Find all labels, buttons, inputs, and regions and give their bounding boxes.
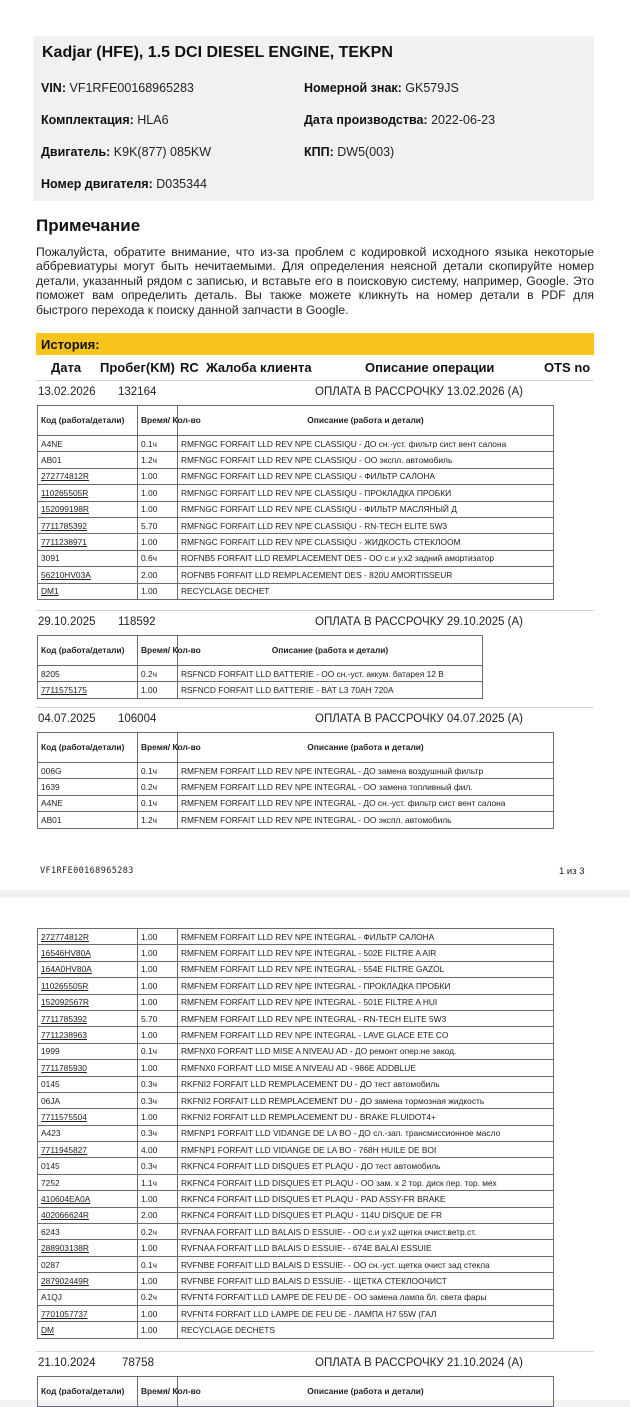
operation-code: 6243: [38, 1224, 138, 1240]
engine-field: Двигатель: K9K(877) 085KW: [41, 145, 212, 159]
part-number-link[interactable]: 7711575175: [38, 682, 138, 698]
table-row: [38, 1174, 554, 1190]
table-row: [38, 550, 554, 566]
description-cell: RVFNAA FORFAIT LLD BALAIS D ESSUIE- - ОО с.и у.х2 щетка очист.ветр.ст.: [178, 1224, 554, 1240]
history-col-rc: RC: [180, 360, 199, 375]
part-number-link[interactable]: 272774812R: [38, 468, 138, 484]
operation-code: A423: [38, 1125, 138, 1141]
description-cell: RMFNP1 FORFAIT LLD VIDANGE DE LA BO - ДО сл.-зап. трансмиссионное масло: [178, 1125, 554, 1141]
part-number-link[interactable]: 152099198R: [38, 501, 138, 517]
visit-operation: ОПЛАТА В РАССРОЧКУ 13.02.2026 (A): [315, 386, 524, 398]
visit-operation: ОПЛАТА В РАССРОЧКУ 21.10.2024 (A): [315, 1357, 524, 1369]
qty-cell: 0.1ч: [138, 1043, 178, 1059]
qty-cell: 1.00: [138, 501, 178, 517]
description-cell: RMFNGC FORFAIT LLD REV NPE CLASSIQU - ОО экспл. автомобиль: [178, 452, 554, 468]
separator: [36, 1351, 594, 1352]
header-code: Код (работа/детали): [38, 636, 138, 666]
history-label: История:: [41, 337, 100, 352]
operation-code: 0145: [38, 1158, 138, 1174]
description-cell: RMFNGC FORFAIT LLD REV NPE CLASSIQU - ПРОКЛАДКА ПРОБКИ: [178, 485, 554, 501]
part-number-link[interactable]: 402066624R: [38, 1207, 138, 1223]
description-cell: RMFNGC FORFAIT LLD REV NPE CLASSIQU - ФИЛЬТР САЛОНА: [178, 468, 554, 484]
table-row: [38, 779, 554, 795]
visit-operation: ОПЛАТА В РАССРОЧКУ 04.07.2025 (A): [315, 713, 524, 725]
engine-number-field: Номер двигателя: D035344: [41, 177, 207, 191]
description-cell: RVFNBE FORFAIT LLD BALAIS D ESSUIE- - ОО сн.-уст. щетка очист зад стекла: [178, 1256, 554, 1272]
description-cell: RMFNEM FORFAIT LLD REV NPE INTEGRAL - ПРОКЛАДКА ПРОБКИ: [178, 978, 554, 994]
visit-date: 21.10.2024: [38, 1357, 96, 1369]
operation-code: 3091: [38, 550, 138, 566]
qty-cell: 1.00: [138, 1027, 178, 1043]
qty-cell: 0.3ч: [138, 1076, 178, 1092]
footer-vin: VF1RFE00168965283: [40, 866, 134, 876]
description-cell: RSFNCD FORFAIT LLD BATTERIE - BAT L3 70AH 720A: [178, 682, 483, 698]
table-row: [38, 1191, 554, 1207]
description-cell: RMFNEM FORFAIT LLD REV NPE INTEGRAL - ДО замена воздушный фильтр: [178, 763, 554, 779]
header-desc: Описание (работа и детали): [178, 406, 554, 436]
part-number-link[interactable]: 287902449R: [38, 1273, 138, 1289]
qty-cell: 1.00: [138, 682, 178, 698]
table-row: [38, 1207, 554, 1223]
description-cell: RVFNBE FORFAIT LLD BALAIS D ESSUIE- - ЩЕТКА СТЕКЛООЧИСТ: [178, 1273, 554, 1289]
description-cell: RKFNC4 FORFAIT LLD DISQUES ET PLAQU - ОО зам. х 2 тор. диск пер. тор. мех: [178, 1174, 554, 1190]
operation-code: 1999: [38, 1043, 138, 1059]
table-row: [38, 763, 554, 779]
gearbox-field: КПП: DW5(003): [304, 145, 395, 159]
qty-cell: 0.2ч: [138, 779, 178, 795]
header-qty: Время/ Кол-во: [138, 406, 178, 436]
qty-cell: 1.00: [138, 945, 178, 961]
table-row: [38, 1027, 554, 1043]
table-row: [38, 1076, 554, 1092]
separator: [36, 707, 594, 708]
description-cell: RMFNGC FORFAIT LLD REV NPE CLASSIQU - ЖИДКОСТЬ СТЕКЛООМ: [178, 534, 554, 550]
header-qty: Время/ Кол-во: [138, 733, 178, 763]
qty-cell: 0.2ч: [138, 1289, 178, 1305]
header-desc: Описание (работа и детали): [178, 733, 554, 763]
description-cell: RKFNI2 FORFAIT LLD REMPLACEMENT DU - ДО замена тормозная жидкость: [178, 1092, 554, 1108]
table-row: [38, 1240, 554, 1256]
qty-cell: 0.1ч: [138, 1256, 178, 1272]
visit-mileage: 106004: [118, 713, 157, 725]
operation-code: AB01: [38, 812, 138, 828]
part-number-link[interactable]: 7711238963: [38, 1027, 138, 1043]
table-row: [38, 567, 554, 583]
table-row: [38, 1273, 554, 1289]
table-row: [38, 994, 554, 1010]
header-qty: Время/ Кол-во: [138, 1377, 178, 1407]
qty-cell: 0.1ч: [138, 763, 178, 779]
visit-mileage: 132164: [118, 386, 157, 398]
description-cell: RMFNEM FORFAIT LLD REV NPE INTEGRAL - LAVE GLACE ETE CO: [178, 1027, 554, 1043]
part-number-link[interactable]: 110265505R: [38, 978, 138, 994]
operation-code: 1639: [38, 779, 138, 795]
table-row: [38, 1322, 554, 1338]
header-desc: Описание (работа и детали): [178, 636, 483, 666]
description-cell: RECYCLAGE DECHETS: [178, 1322, 554, 1338]
description-cell: RMFNEM FORFAIT LLD REV NPE INTEGRAL - 501E FILTRE A HUI: [178, 994, 554, 1010]
part-number-link[interactable]: 288903138R: [38, 1240, 138, 1256]
description-cell: RMFNGC FORFAIT LLD REV NPE CLASSIQU - RN-TECH ELITE 5W3: [178, 517, 554, 533]
table-row: [38, 1158, 554, 1174]
qty-cell: 0.1ч: [138, 436, 178, 452]
qty-cell: 1.00: [138, 1273, 178, 1289]
operation-code: A4NE: [38, 795, 138, 811]
visit-lines-table: [37, 1376, 554, 1407]
qty-cell: 1.00: [138, 1109, 178, 1125]
header-qty: Время/ Кол-во: [138, 636, 178, 666]
table-row: [38, 929, 554, 945]
description-cell: RMFNEM FORFAIT LLD REV NPE INTEGRAL - ОО экспл. автомобиль: [178, 812, 554, 828]
table-row: [38, 1125, 554, 1141]
description-cell: RMFNEM FORFAIT LLD REV NPE INTEGRAL - 502E FILTRE A AIR: [178, 945, 554, 961]
table-row: [38, 1043, 554, 1059]
qty-cell: 0.2ч: [138, 1224, 178, 1240]
part-number-link[interactable]: 410604EA0A: [38, 1191, 138, 1207]
header-desc: Описание (работа и детали): [178, 1377, 554, 1407]
description-cell: RSFNCD FORFAIT LLD BATTERIE - ОО сн.-уст. аккум. батарея 12 В: [178, 666, 483, 682]
table-header-row: [38, 406, 554, 436]
qty-cell: 1.00: [138, 978, 178, 994]
qty-cell: 1.00: [138, 468, 178, 484]
note-text: Пожалуйста, обратите внимание, что из-за проблем с кодировкой исходного языка некоторые аббревиатуры могут быть нечитаемыми. Для определения неясной детали скопируйте номер детали, указанный рядом с записью, и вставьте его в поисковую систему, например, Google. Это поможет вам определить деталь. Вы также можете кликнуть на номер детали в PDF для быстрого перехода к поиску данной запчасти в Google.: [36, 245, 594, 317]
description-cell: RMFNEM FORFAIT LLD REV NPE INTEGRAL - RN-TECH ELITE 5W3: [178, 1010, 554, 1026]
part-number-link[interactable]: DM1: [38, 583, 138, 599]
qty-cell: 1.00: [138, 534, 178, 550]
description-cell: RMFNP1 FORFAIT LLD VIDANGE DE LA BO - 768H HUILE DE BOI: [178, 1142, 554, 1158]
description-cell: RMFNGC FORFAIT LLD REV NPE CLASSIQU - ФИЛЬТР МАСЛЯНЫЙ Д: [178, 501, 554, 517]
description-cell: RKFNI2 FORFAIT LLD REMPLACEMENT DU - BRAKE FLUIDOT4+: [178, 1109, 554, 1125]
qty-cell: 4.00: [138, 1142, 178, 1158]
visit-date: 13.02.2026: [38, 386, 96, 398]
visit-date: 04.07.2025: [38, 713, 96, 725]
visit-mileage: 78758: [122, 1357, 154, 1369]
description-cell: RMFNGC FORFAIT LLD REV NPE CLASSIQU - ДО сн.-уст. фильтр сист вент салона: [178, 436, 554, 452]
qty-cell: 1.00: [138, 929, 178, 945]
description-cell: RMFNEM FORFAIT LLD REV NPE INTEGRAL - ДО сн.-уст. фильтр сист вент салона: [178, 795, 554, 811]
operation-code: 0287: [38, 1256, 138, 1272]
qty-cell: 0.2ч: [138, 666, 178, 682]
part-number-link[interactable]: 7711238971: [38, 534, 138, 550]
qty-cell: 1.2ч: [138, 812, 178, 828]
history-col-date: Дата: [51, 360, 82, 375]
visit-lines-table: [37, 732, 554, 829]
history-bar: [36, 333, 594, 355]
operation-code: A1QJ: [38, 1289, 138, 1305]
operation-code: 006G: [38, 763, 138, 779]
history-col-complaint: Жалоба клиента: [206, 360, 312, 375]
part-number-link[interactable]: 7711945827: [38, 1142, 138, 1158]
table-row: [38, 1060, 554, 1076]
operation-code: 0145: [38, 1076, 138, 1092]
operation-code: 7252: [38, 1174, 138, 1190]
table-row: [38, 452, 554, 468]
description-cell: RMFNEM FORFAIT LLD REV NPE INTEGRAL - 554E FILTRE GAZOL: [178, 961, 554, 977]
qty-cell: 1.00: [138, 1240, 178, 1256]
qty-cell: 5.70: [138, 517, 178, 533]
description-cell: RKFNI2 FORFAIT LLD REMPLACEMENT DU - ДО тест автомобиль: [178, 1076, 554, 1092]
part-number-link[interactable]: 7711785930: [38, 1060, 138, 1076]
part-number-link[interactable]: 7701057737: [38, 1305, 138, 1321]
description-cell: RMFNX0 FORFAIT LLD MISE A NIVEAU AD - ДО ремонт опер.не закод.: [178, 1043, 554, 1059]
qty-cell: 0.3ч: [138, 1125, 178, 1141]
part-number-link[interactable]: 164A0HV80A: [38, 961, 138, 977]
part-number-link[interactable]: 272774812R: [38, 929, 138, 945]
table-header-row: [38, 1377, 554, 1407]
table-row: [38, 468, 554, 484]
table-row: [38, 1289, 554, 1305]
vehicle-title: Kadjar (HFE), 1.5 DCI DIESEL ENGINE, TEKPN: [42, 44, 393, 61]
part-number-link[interactable]: 56210HV03A: [38, 567, 138, 583]
qty-cell: 1.2ч: [138, 452, 178, 468]
part-number-link[interactable]: DM: [38, 1322, 138, 1338]
document-page-2: [0, 898, 630, 1400]
history-col-operation: Описание операции: [365, 360, 495, 375]
note-heading: Примечание: [36, 216, 141, 235]
table-row: [38, 812, 554, 828]
footer-page-number: 1 из 3: [559, 866, 585, 877]
history-col-mileage: Пробег(KM): [100, 360, 175, 375]
header-code: Код (работа/детали): [38, 1377, 138, 1407]
separator: [36, 610, 594, 611]
table-row: [38, 666, 483, 682]
description-cell: RVFNT4 FORFAIT LLD LAMPE DE FEU DE - ЛАМПА H7 55W (ГАЛ: [178, 1305, 554, 1321]
description-cell: RKFNC4 FORFAIT LLD DISQUES ET PLAQU - ДО тест автомобиль: [178, 1158, 554, 1174]
qty-cell: 5.70: [138, 1010, 178, 1026]
operation-code: 8205: [38, 666, 138, 682]
table-row: [38, 1092, 554, 1108]
description-cell: RMFNEM FORFAIT LLD REV NPE INTEGRAL - ФИЛЬТР САЛОНА: [178, 929, 554, 945]
table-row: [38, 534, 554, 550]
part-number-link[interactable]: 110265505R: [38, 485, 138, 501]
header-code: Код (работа/детали): [38, 733, 138, 763]
table-row: [38, 436, 554, 452]
table-row: [38, 1305, 554, 1321]
separator: [36, 380, 594, 381]
table-row: [38, 517, 554, 533]
table-row: [38, 1142, 554, 1158]
table-row: [38, 1109, 554, 1125]
part-number-link[interactable]: 16546HV80A: [38, 945, 138, 961]
description-cell: RVFNT4 FORFAIT LLD LAMPE DE FEU DE - ОО замена лампа бл. света фары: [178, 1289, 554, 1305]
qty-cell: 0.6ч: [138, 550, 178, 566]
qty-cell: 2.00: [138, 567, 178, 583]
production-date-field: Дата производства: 2022-06-23: [304, 113, 496, 127]
part-number-link[interactable]: 7711785392: [38, 1010, 138, 1026]
table-row: [38, 795, 554, 811]
description-cell: ROFNB5 FORFAIT LLD REMPLACEMENT DES - ОО с.и у.х2 задний амортизатор: [178, 550, 554, 566]
qty-cell: 0.1ч: [138, 795, 178, 811]
qty-cell: 1.00: [138, 961, 178, 977]
visit-lines-table: [37, 405, 554, 600]
description-cell: RMFNEM FORFAIT LLD REV NPE INTEGRAL - ОО замена топливный фил.: [178, 779, 554, 795]
visit-date: 29.10.2025: [38, 616, 96, 628]
operation-code: 06JA: [38, 1092, 138, 1108]
table-header-row: [38, 733, 554, 763]
table-row: [38, 682, 483, 698]
history-col-ots: OTS no: [544, 360, 591, 375]
qty-cell: 1.00: [138, 583, 178, 599]
qty-cell: 2.00: [138, 1207, 178, 1223]
table-row: [38, 945, 554, 961]
vin-field: VIN: VF1RFE00168965283: [41, 81, 194, 95]
table-row: [38, 961, 554, 977]
description-cell: ROFNB5 FORFAIT LLD REMPLACEMENT DES - 820U AMORTISSEUR: [178, 567, 554, 583]
description-cell: RKFNC4 FORFAIT LLD DISQUES ET PLAQU - PAD ASSY-FR BRAKE: [178, 1191, 554, 1207]
qty-cell: 1.1ч: [138, 1174, 178, 1190]
qty-cell: 1.00: [138, 1305, 178, 1321]
visit-mileage: 118592: [118, 616, 156, 628]
description-cell: RVFNAA FORFAIT LLD BALAIS D ESSUIE- - 674E BALAI ESSUIE: [178, 1240, 554, 1256]
qty-cell: 1.00: [138, 1060, 178, 1076]
trim-field: Комплектация: HLA6: [41, 113, 169, 127]
plate-field: Номерной знак: GK579JS: [304, 81, 459, 95]
visit-lines-table: [37, 928, 554, 1339]
table-row: [38, 1010, 554, 1026]
table-row: [38, 485, 554, 501]
description-cell: RKFNC4 FORFAIT LLD DISQUES ET PLAQU - 114U DISQUE DE FR: [178, 1207, 554, 1223]
table-row: [38, 978, 554, 994]
header-code: Код (работа/детали): [38, 406, 138, 436]
operation-code: AB01: [38, 452, 138, 468]
qty-cell: 1.00: [138, 485, 178, 501]
visit-operation: ОПЛАТА В РАССРОЧКУ 29.10.2025 (A): [315, 616, 524, 628]
qty-cell: 1.00: [138, 1322, 178, 1338]
vehicle-info-box: [33, 36, 594, 201]
table-row: [38, 583, 554, 599]
table-row: [38, 1224, 554, 1240]
qty-cell: 0.3ч: [138, 1158, 178, 1174]
description-cell: RECYCLAGE DECHET: [178, 583, 554, 599]
qty-cell: 1.00: [138, 1191, 178, 1207]
qty-cell: 0.3ч: [138, 1092, 178, 1108]
operation-code: A4NE: [38, 436, 138, 452]
description-cell: RMFNX0 FORFAIT LLD MISE A NIVEAU AD - 986E ADDBLUE: [178, 1060, 554, 1076]
part-number-link[interactable]: 7711575504: [38, 1109, 138, 1125]
table-row: [38, 501, 554, 517]
table-header-row: [38, 636, 483, 666]
table-row: [38, 1256, 554, 1272]
qty-cell: 1.00: [138, 994, 178, 1010]
visit-lines-table: [37, 635, 483, 699]
part-number-link[interactable]: 152092567R: [38, 994, 138, 1010]
part-number-link[interactable]: 7711785392: [38, 517, 138, 533]
